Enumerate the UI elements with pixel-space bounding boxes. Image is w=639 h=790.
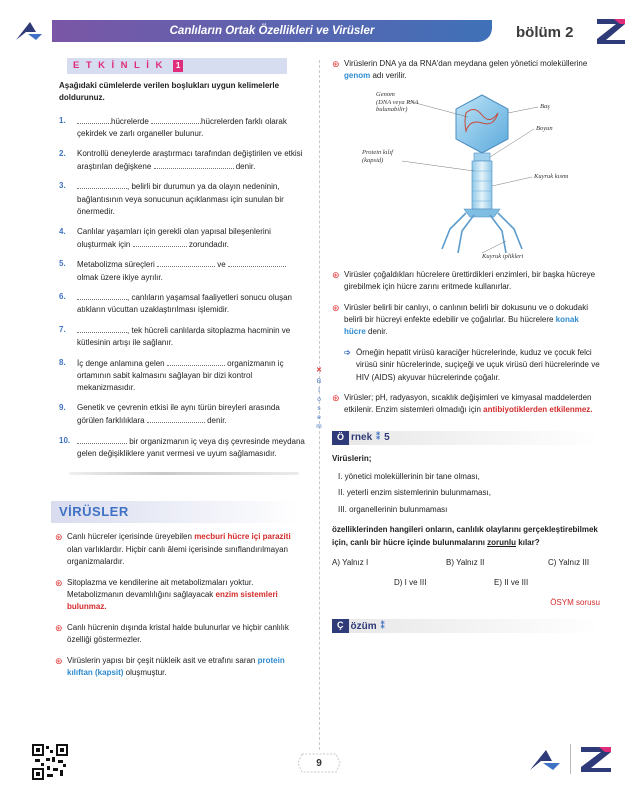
blank[interactable] (157, 258, 215, 267)
side-label-text (314, 377, 324, 431)
footer-brand-z-logo-icon (578, 744, 614, 774)
bullet-text: denir. (365, 327, 388, 337)
question-number: 1. (59, 115, 66, 125)
question-text: Kontrollü deneylerde araştırmacı tarafından değiştirilen ve etkisi araştırılan değişkene (77, 148, 303, 171)
etkinlik-number: 1 (173, 60, 183, 72)
header-bar (52, 20, 492, 42)
cozum-label: özüm (350, 620, 377, 632)
side-label (314, 366, 324, 431)
page-number-badge (296, 752, 342, 774)
blank[interactable] (133, 238, 187, 247)
antibiyotik-bullet (332, 392, 600, 417)
question-item (55, 115, 305, 141)
blank[interactable] (154, 160, 234, 169)
ornek-question-head: Virüslerin; (332, 453, 372, 463)
etkinlik-instruction: Aşağıdaki cümlelerde verilen boşlukları uygun kelimelerle doldurunuz. (59, 81, 280, 103)
option-a[interactable]: A) Yalnız I (332, 558, 369, 568)
question-text: zorundadır. (188, 239, 229, 249)
question-item (55, 226, 305, 252)
bullet-icon: ⊛ (332, 302, 340, 313)
question-item (55, 148, 305, 174)
side-close-icon: ✕ (316, 367, 322, 374)
bullet-highlight: enzim sistemleri bulunmaz. (67, 589, 278, 612)
question-text: ve (217, 260, 226, 270)
question-item (55, 324, 305, 350)
bullet-icon: ⊛ (332, 392, 340, 403)
virusler-title: VİRÜSLER (59, 504, 129, 520)
option-e[interactable]: E) II ve III (494, 578, 529, 588)
ornek-number: 5 (384, 431, 390, 443)
question-text: , canlıların yaşamsal faaliyetleri sonucu oluşan atıkların vücuttan uzaklaştırılması işlemidir. (77, 293, 292, 315)
bullet-text: Canlı hücrenin dışında kristal halde bulunurlar ve hiçbir canlılık özelliği göstermezler. (67, 622, 289, 645)
page-title: Canlıların Ortak Özellikleri ve Virüsler (169, 25, 375, 37)
blank[interactable] (228, 258, 286, 267)
arrow-right-icon: ➩ (344, 347, 351, 357)
right-column (332, 58, 600, 633)
label-kuyruk: Kuyruk kısmı (534, 172, 569, 180)
bullet-text: Virüsler belirli bir canlıyı, o canlının belirli bir dokusunu ve o dokudaki belirli bir hücreyi enfekte edebilir ve çoğalırlar. Bu hücrelere (344, 302, 588, 324)
ornek-question: özelliklerinden hangileri onların, canlılık olaylarını gerçekleştirebilmek için, canlı bir hücre içinde bulunmalarını zorunlu kılar? (332, 525, 598, 547)
question-number: 10. (59, 435, 71, 445)
bullet-highlight: konak hücre (344, 314, 579, 337)
cozum-box: Ç (332, 619, 349, 633)
question-text: organizmanın iç ortamının sabit kalmasını sağlayan bir dizi kontrol mekanizmasıdır. (77, 358, 284, 393)
enzim-bullet (332, 269, 600, 294)
footer-brand-arrow-icon (528, 748, 562, 772)
label-genom: Genom (DNA veya RNA bulunabilir) (376, 90, 419, 114)
question-text: , tek hücreli canlılarda sitoplazma hacminin ve kütlesinin artışı ile sağlanır. (77, 325, 291, 348)
bullet-icon: ⊛ (55, 622, 63, 633)
question-number: 6. (59, 292, 66, 302)
question-item (55, 180, 305, 218)
question-text: hücrelerde (111, 116, 149, 126)
example-text: Örneğin hepatit virüsü karaciğer hücrelerinde, kuduz ve çocuk felci virüsü sinir hücrelerinde, suçiçeği ve uçuk virüsü deri hücrelerinde ve HIV (AIDS) akyuvar hücrelerinde çoğalır. (356, 347, 600, 382)
blank[interactable] (151, 115, 201, 124)
konak-bullet (332, 302, 600, 339)
side-label-letter: o (317, 395, 321, 403)
virusler-section-header (51, 501, 301, 523)
label-kuyruk-iplikleri: Kuyruk iplikleri (482, 252, 524, 260)
blank[interactable] (77, 435, 127, 444)
question-item (55, 258, 305, 284)
example-note (344, 347, 600, 384)
virusler-bullet (55, 577, 305, 614)
bullet-text: Virüsler çoğaldıkları hücrelere ürettirdikleri enzimleri, bir başka hücreye girebilmek için hücre zarını eritmede kullanırlar. (344, 269, 596, 292)
question-source: ÖSYM sorusu (550, 598, 600, 608)
question-item (55, 435, 305, 461)
etkinlik-title: ETKİNLİK (73, 59, 169, 71)
question-text: denir. (235, 161, 256, 171)
option-c[interactable]: C) Yalnız III (548, 558, 590, 568)
option-b[interactable]: B) Yalnız II (446, 558, 485, 568)
question-number: 5. (59, 259, 66, 269)
blank[interactable] (77, 291, 127, 300)
side-label-letter: m (316, 422, 322, 430)
bullet-icon: ⊛ (55, 532, 63, 543)
bullet-text: Canlı hücreler içerisinde üreyebilen (67, 532, 195, 542)
virusler-bullet (55, 622, 305, 647)
page-number: 9 (316, 758, 322, 769)
bullet-text: Virüslerin yapısı bir çeşit nükleik asit ve etrafını saran (67, 655, 258, 665)
label-protein-kilif: Protein kılıf (kapsid) (362, 148, 393, 164)
ornek-box: Ö (332, 431, 349, 445)
question-number: 4. (59, 226, 66, 236)
question-text: , belirli bir durumun ya da olayın nedeninin, bağlantısının veya sonucunun açıklanması için sunulan bir önermedir. (77, 182, 284, 217)
blank[interactable] (147, 414, 205, 423)
blank[interactable] (77, 324, 127, 333)
cozum-arrows-icon: ⁑ (380, 621, 385, 631)
ornek-label: rnek (351, 431, 373, 443)
question-number: 2. (59, 148, 66, 158)
bullet-text: Virüsler; pH, radyasyon, sıcaklık değişimleri ve kimyasal maddelerden etkilenir. Enzim sistemleri olmadığı için (344, 392, 592, 415)
ornek-item: I. yönetici moleküllerinin bir tane olması, (338, 472, 480, 482)
virusler-bullet (55, 531, 305, 568)
bullet-icon: ⊛ (332, 269, 340, 280)
bullet-text: Virüslerin DNA ya da RNA'dan meydana gelen yönetici moleküllerine (344, 59, 588, 68)
question-text: denir. (207, 416, 227, 426)
qr-code-icon[interactable] (32, 744, 68, 780)
question-number: 8. (59, 357, 66, 367)
question-number: 3. (59, 181, 66, 191)
bullet-icon: ⊛ (55, 655, 63, 666)
brand-arrow-icon (14, 20, 44, 42)
question-number: 7. (59, 324, 66, 334)
blank[interactable] (77, 115, 111, 124)
ornek-header (332, 431, 600, 445)
brand-z-logo-icon (594, 16, 628, 46)
answer-options (332, 557, 600, 591)
bullet-highlight: protein kılıftan (kapsit) (67, 655, 285, 677)
ornek-item: III. organellerinin bulunmaması (338, 504, 448, 514)
ornek-arrows-icon: ⁑ (376, 432, 381, 442)
side-label-letter: s (317, 404, 321, 412)
side-label-letter: B (316, 377, 322, 385)
bullet-highlight: genom (344, 71, 371, 81)
label-bas: Baş (540, 102, 550, 110)
question-text: Canlılar yaşamları için gerekli olan yapısal bileşenlerini oluşturmak için (77, 226, 271, 249)
etkinlik-banner (67, 58, 287, 74)
side-label-letter: i (318, 386, 320, 394)
question-item (55, 357, 305, 395)
virusler-bullet (55, 655, 305, 680)
option-d[interactable]: D) I ve III (394, 578, 427, 588)
cozum-header (332, 619, 600, 633)
question-text: İç denge anlamına gelen (77, 358, 165, 368)
question-text: Metabolizma süreçleri (77, 260, 155, 270)
ornek-item: II. yeterli enzim sistemlerinin bulunmaması, (338, 488, 491, 498)
question-text: olmak üzere ikiye ayrılır. (77, 272, 163, 282)
left-column (55, 58, 305, 687)
question-text: Genetik ve çevrenin etkisi ile aynı türün bireyleri arasında görülen farklılıklara (77, 402, 280, 426)
label-boyun: Boyun (536, 124, 553, 132)
chapter-label: bölüm 2 (516, 24, 574, 41)
question-number: 9. (59, 402, 66, 412)
question-text: bir organizmanın iç veya dış çevresinde meydana gelen değişikliklere yanıt vermesi ve uyum sağlamasıdır. (77, 436, 305, 458)
bullet-icon: ⊛ (55, 577, 63, 588)
question-item (55, 402, 305, 428)
question-text: hücrelerden farklı olarak çekirdek ve zarlı organeller bulunur. (77, 116, 287, 139)
side-label-letter: e (317, 413, 321, 421)
bullet-text: olan varlıklardır. Hiçbir canlı âlemi içerisinde sınıflandırılmayan organizmalardır. (67, 544, 288, 567)
bullet-icon: ⊛ (332, 59, 340, 69)
footer-separator (570, 744, 571, 774)
blank[interactable] (167, 357, 225, 366)
bullet-text: adı verilir. (370, 71, 407, 81)
blank[interactable] (77, 180, 127, 189)
bullet-highlight: mecburi hücre içi paraziti (194, 532, 291, 542)
question-item (55, 291, 305, 317)
virus-diagram (362, 91, 602, 261)
genom-bullet (332, 58, 600, 83)
bullet-highlight: antibiyotiklerden etkilenmez. (483, 405, 593, 415)
section-separator (69, 472, 299, 475)
bullet-text: Sitoplazma ve kendilerine ait metabolizmaları yoktur. Metabolizmanın devamlılığını sağlayacak (67, 577, 254, 599)
bullet-text: oluşmuştur. (123, 667, 167, 677)
